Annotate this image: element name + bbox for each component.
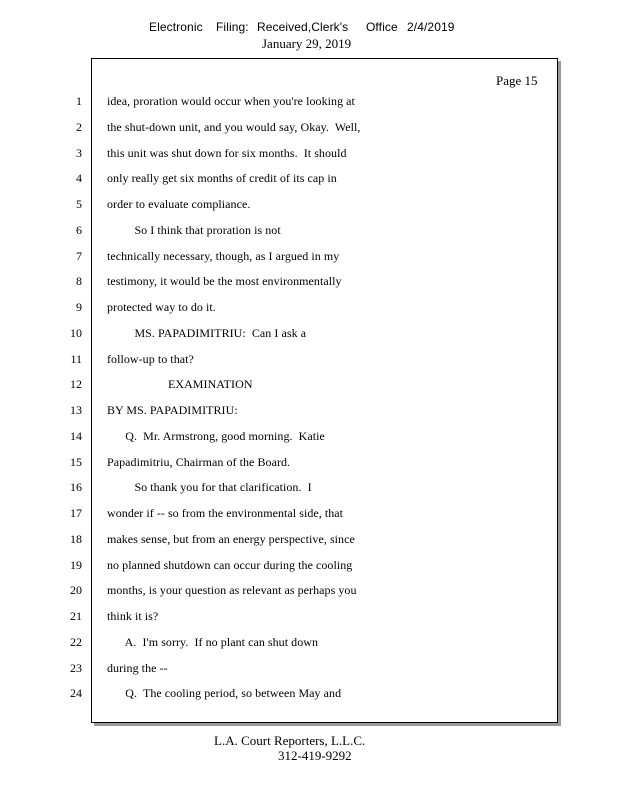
line-number: 13	[70, 403, 82, 417]
hearing-date: January 29, 2019	[262, 36, 352, 51]
line-number: 15	[70, 455, 82, 469]
transcript-line: So thank you for that clarification. I	[107, 480, 312, 494]
transcript-line: So I think that proration is not	[107, 223, 281, 237]
transcript-line: think it is?	[107, 609, 159, 623]
transcript-line: technically necessary, though, as I argued in my	[107, 249, 340, 263]
transcript-line: order to evaluate compliance.	[107, 197, 251, 211]
line-number: 8	[76, 274, 82, 288]
transcript-line: only really get six months of credit of its cap in	[107, 171, 337, 185]
line-number: 12	[70, 377, 82, 391]
line-number: 2	[76, 120, 82, 134]
line-number: 18	[70, 532, 82, 546]
transcript-line: follow-up to that?	[107, 352, 194, 366]
line-number: 24	[70, 686, 82, 700]
transcript-line: protected way to do it.	[107, 300, 216, 314]
line-number: 1	[76, 94, 82, 108]
transcript-line: wonder if -- so from the environmental side, that	[107, 506, 344, 520]
line-number: 20	[70, 583, 82, 597]
transcript-line: BY MS. PAPADIMITRIU:	[107, 403, 238, 417]
transcript-line: EXAMINATION	[107, 377, 253, 391]
line-number: 14	[70, 429, 82, 443]
transcript-line: the shut-down unit, and you would say, Okay. Well,	[107, 120, 361, 134]
transcript-line: no planned shutdown can occur during the cooling	[107, 558, 353, 572]
stamp-date: 2/4/2019	[407, 20, 455, 34]
transcript-line: Papadimitriu, Chairman of the Board.	[107, 455, 291, 469]
transcript-line: idea, proration would occur when you're looking at	[107, 94, 355, 108]
reporter-firm: L.A. Court Reporters, L.L.C.	[214, 733, 366, 748]
transcript-line: Q. Mr. Armstrong, good morning. Katie	[107, 429, 325, 443]
line-number: 23	[70, 661, 82, 675]
line-number: 16	[70, 480, 82, 494]
line-number: 3	[76, 146, 82, 160]
line-number: 21	[70, 609, 82, 623]
line-number: 9	[76, 300, 82, 314]
line-number: 22	[70, 635, 82, 649]
transcript-line: this unit was shut down for six months. It should	[107, 146, 347, 160]
line-number: 10	[70, 326, 82, 340]
line-number: 6	[76, 223, 82, 237]
stamp-filing: Filing:	[216, 20, 249, 34]
transcript-line: A. I'm sorry. If no plant can shut down	[107, 635, 319, 649]
transcript-line: testimony, it would be the most environmentally	[107, 274, 342, 288]
reporter-phone: 312-419-9292	[278, 748, 352, 763]
stamp-office: Office	[366, 20, 398, 34]
page-number: Page 15	[496, 73, 538, 88]
stamp-received: Received,Clerk's	[257, 20, 349, 34]
line-number: 17	[70, 506, 82, 520]
transcript-line: MS. PAPADIMITRIU: Can I ask a	[107, 326, 307, 340]
transcript-line: during the --	[107, 661, 168, 675]
transcript-line: makes sense, but from an energy perspective, since	[107, 532, 355, 546]
line-number: 5	[76, 197, 82, 211]
transcript-line: months, is your question as relevant as perhaps you	[107, 583, 357, 597]
line-number: 7	[76, 249, 82, 263]
stamp-electronic: Electronic	[149, 20, 203, 34]
line-number: 4	[76, 171, 82, 185]
transcript-line: Q. The cooling period, so between May and	[107, 686, 342, 700]
line-number: 11	[70, 352, 82, 366]
line-number: 19	[70, 558, 82, 572]
